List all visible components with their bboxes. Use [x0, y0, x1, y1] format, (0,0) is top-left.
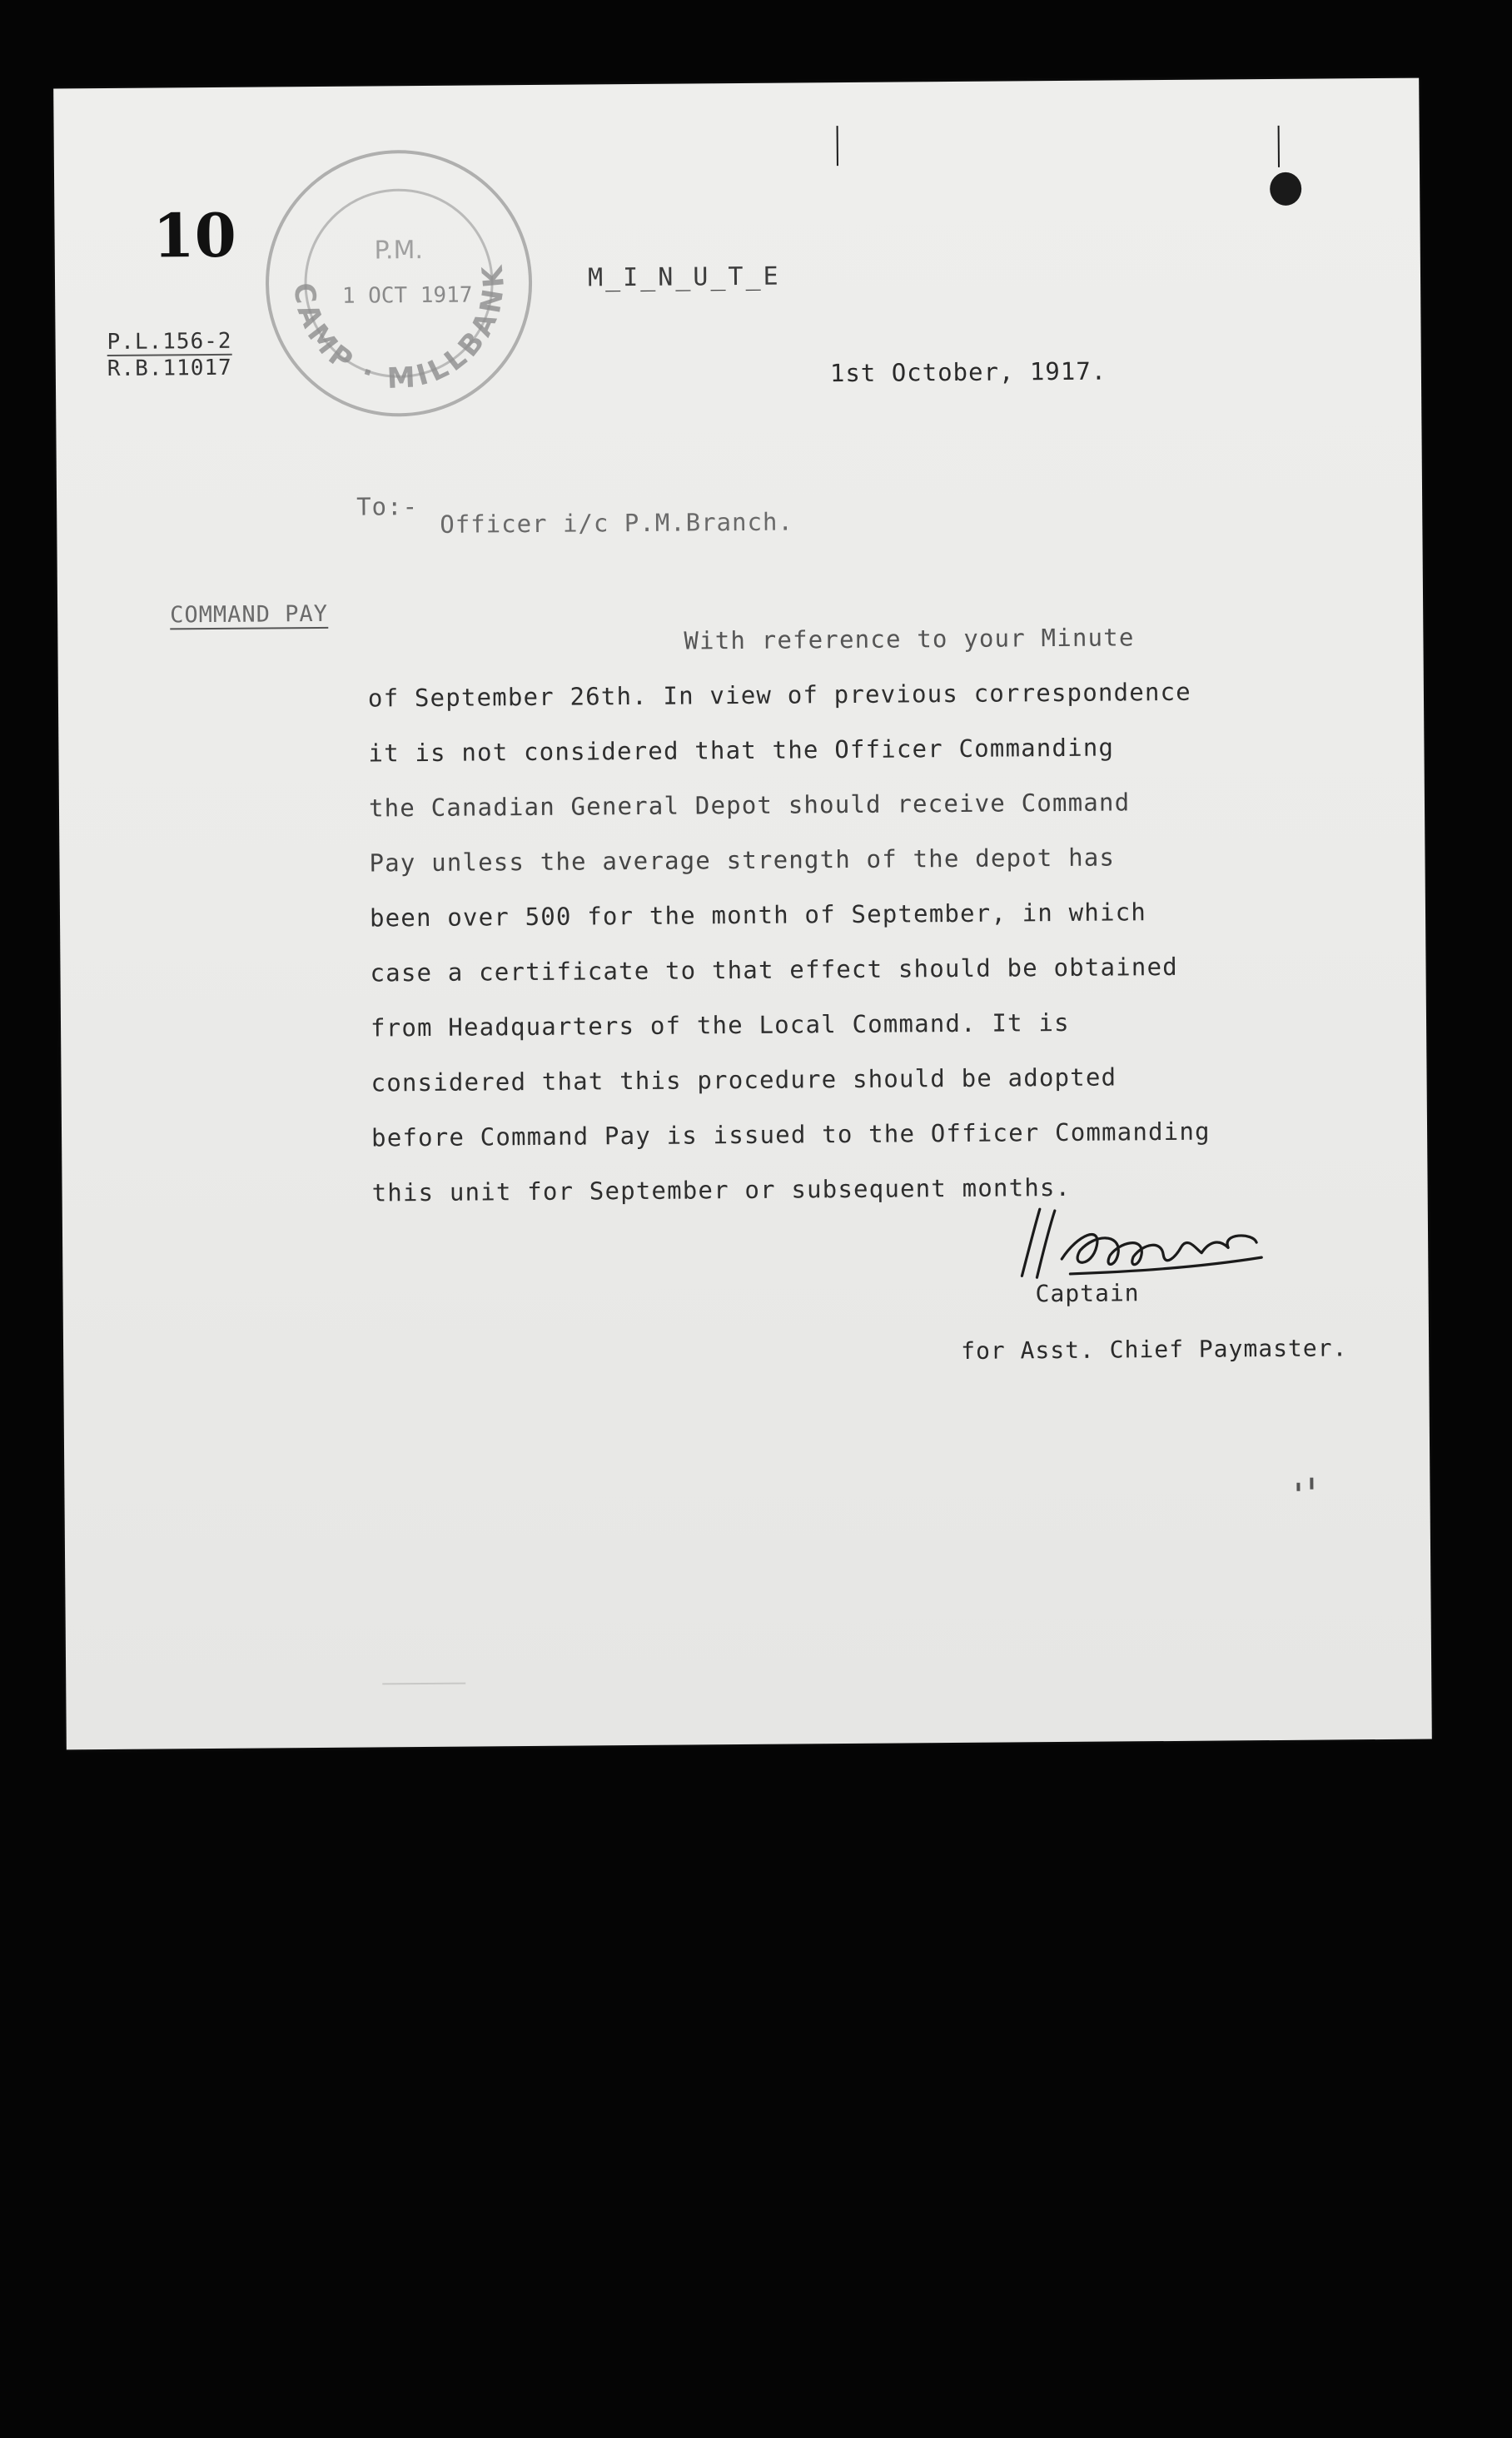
ink-speck: [1296, 1483, 1300, 1491]
body-line: from Headquarters of the Local Command. It is: [370, 1008, 1070, 1042]
ink-speck: [1310, 1478, 1313, 1490]
signatory-role: for Asst. Chief Paymaster.: [961, 1334, 1348, 1365]
document-date: 1st October, 1917.: [829, 356, 1107, 388]
document-title: M_I_N_U_T_E: [587, 261, 781, 293]
body-line: considered that this procedure should be adopted: [371, 1062, 1117, 1097]
body-line: the Canadian General Depot should receive Command: [368, 788, 1131, 823]
svg-text:CAMP · MILLBANK: [286, 260, 512, 396]
body-line: this unit for September or subsequent months.: [371, 1172, 1072, 1207]
fold-mark: [1278, 126, 1280, 167]
signatory-rank: Captain: [1035, 1279, 1140, 1308]
body-line: been over 500 for the month of September, in which: [369, 898, 1147, 933]
body-line: With reference to your Minute: [684, 623, 1135, 655]
faint-mark: [382, 1683, 465, 1685]
stamp-time: P.M.: [374, 235, 424, 266]
page-number: 10: [152, 199, 237, 271]
file-ref-1: P.L.156-2: [107, 328, 232, 355]
date-stamp: [261, 145, 538, 422]
stamp-outer-text: CAMP · MILLBANK: [286, 260, 511, 396]
file-ref-2: R.B.11017: [107, 355, 232, 381]
body-line: Pay unless the average strength of the depot has: [369, 843, 1116, 878]
fold-mark: [837, 126, 838, 166]
signature: [1003, 1199, 1279, 1293]
document-page: [53, 78, 1432, 1750]
body-line: it is not considered that the Officer Commanding: [368, 733, 1115, 768]
body-line: case a certificate to that effect should be obtained: [370, 952, 1178, 988]
body-line: before Command Pay is issued to the Officer Commanding: [371, 1117, 1211, 1152]
recipient: Officer i/c P.M.Branch.: [440, 507, 794, 539]
punch-hole-mark: [1270, 172, 1301, 206]
stamp-date: 1 OCT 1917: [341, 282, 473, 309]
to-label: To:-: [356, 492, 419, 521]
subject-heading: COMMAND PAY: [170, 600, 329, 629]
body-line: of September 26th. In view of previous correspondence: [367, 677, 1192, 713]
